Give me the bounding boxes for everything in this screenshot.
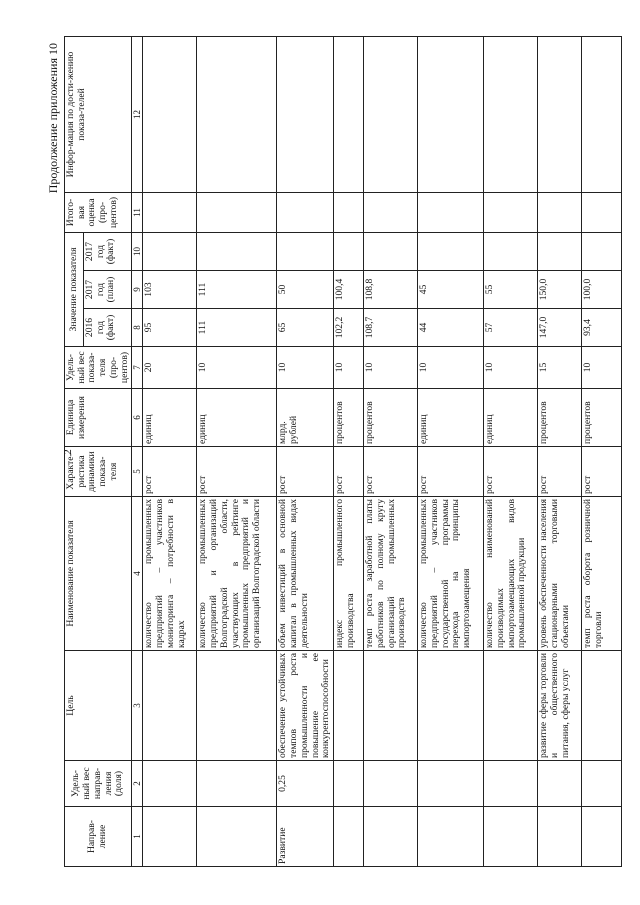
cell-info: [364, 36, 418, 192]
cell-goal: [334, 651, 364, 761]
cell-direction: [364, 807, 418, 867]
cell-score: [143, 192, 197, 232]
cell-indicator-weight: 10: [197, 347, 277, 389]
cell-info: [418, 36, 484, 192]
cell-indicator: количество промышленных предприятий и организаций Волгоградской области, участвующих в рейтинге промышленных предприятий и организаций Волгоградской области: [197, 497, 277, 651]
header-weight-indicator: Удель-ный вес показа-теля (про-центов): [65, 347, 132, 389]
cell-unit: единиц: [484, 389, 538, 447]
cell-dynamics: рост: [143, 447, 197, 497]
col-number: 1: [132, 807, 143, 867]
cell-2017-plan: 111: [197, 271, 277, 309]
header-row: [65, 36, 84, 866]
col-number: 8: [132, 309, 143, 347]
cell-score: [418, 192, 484, 232]
header-dynamics: Характе-ристика динамики показа-теля: [65, 447, 132, 497]
header-2017-fact: 2017 год (факт): [83, 232, 132, 270]
cell-unit: единиц: [418, 389, 484, 447]
cell-weight: [364, 761, 418, 807]
cell-2017-fact: [538, 232, 582, 270]
cell-indicator: индекс промышленного производства: [334, 497, 364, 651]
cell-unit: процентов: [364, 389, 418, 447]
cell-goal: развитие сферы торговли и общественного питания, сферы услуг: [538, 651, 582, 761]
cell-dynamics: рост: [538, 447, 582, 497]
cell-goal: [197, 651, 277, 761]
cell-score: [364, 192, 418, 232]
cell-dynamics: рост: [197, 447, 277, 497]
indicators-table: [64, 36, 622, 867]
cell-info: [484, 36, 538, 192]
header-weight-direction: Удель-ный вес направ-ления (доля): [65, 761, 132, 807]
cell-goal: обеспечение устойчивых темпов роста промышленности и повышение ее конкурентоспособности: [277, 651, 334, 761]
cell-unit: процентов: [334, 389, 364, 447]
cell-2017-fact: [364, 232, 418, 270]
table-row: [334, 36, 364, 866]
cell-direction: [484, 807, 538, 867]
col-number: 2: [132, 761, 143, 807]
table-row: [277, 36, 334, 866]
cell-weight: [143, 761, 197, 807]
cell-weight: [334, 761, 364, 807]
cell-2017-plan: 108,8: [364, 271, 418, 309]
col-number: 3: [132, 651, 143, 761]
header-2016: 2016 год (факт): [83, 309, 132, 347]
cell-indicator: темп роста заработной платы работников по полному кругу организаций промышленных производств: [364, 497, 418, 651]
page-number: 2: [62, 449, 74, 455]
cell-2017-plan: 103: [143, 271, 197, 309]
cell-score: [484, 192, 538, 232]
table-row: [582, 36, 622, 866]
col-number: 12: [132, 36, 143, 192]
cell-2017-plan: 100,4: [334, 271, 364, 309]
cell-goal: [582, 651, 622, 761]
cell-unit: единиц: [143, 389, 197, 447]
cell-2017-plan: 45: [418, 271, 484, 309]
cell-indicator: объем инвестиций в основной капитал в промышленных видах деятельности: [277, 497, 334, 651]
col-number: 5: [132, 447, 143, 497]
cell-dynamics: рост: [582, 447, 622, 497]
cell-dynamics: рост: [334, 447, 364, 497]
cell-indicator-weight: 10: [364, 347, 418, 389]
cell-direction: [197, 807, 277, 867]
cell-2017-plan: 55: [484, 271, 538, 309]
cell-weight: [418, 761, 484, 807]
cell-2017-plan: 100,0: [582, 271, 622, 309]
cell-2017-plan: 50: [277, 271, 334, 309]
cell-indicator-weight: 10: [418, 347, 484, 389]
cell-direction: [418, 807, 484, 867]
table-row: [418, 36, 484, 866]
cell-weight: [484, 761, 538, 807]
cell-2017-fact: [334, 232, 364, 270]
table-row: [538, 36, 582, 866]
cell-score: [197, 192, 277, 232]
cell-score: [582, 192, 622, 232]
cell-weight: [582, 761, 622, 807]
cell-dynamics: рост: [484, 447, 538, 497]
header-score: Итого-вая оценка (про-центов): [65, 192, 132, 232]
cell-unit: процентов: [538, 389, 582, 447]
header-direction: Направ-ление: [65, 807, 132, 867]
cell-indicator: уровень обеспеченности населения стационарными торговыми объектами: [538, 497, 582, 651]
cell-unit: млрд. рублей: [277, 389, 334, 447]
cell-indicator-weight: 10: [277, 347, 334, 389]
cell-2016: 147,0: [538, 309, 582, 347]
continued-caption: Продолжение приложения 10: [46, 43, 60, 194]
cell-2017-fact: [277, 232, 334, 270]
header-unit: Единица измерения: [65, 389, 132, 447]
cell-2017-fact: [484, 232, 538, 270]
cell-2016: 44: [418, 309, 484, 347]
cell-2017-fact: [197, 232, 277, 270]
col-number: 7: [132, 347, 143, 389]
cell-indicator: количество наименований производимых импортозамещающих видов промышленной продукции: [484, 497, 538, 651]
table-row: [484, 36, 538, 866]
cell-goal: [364, 651, 418, 761]
col-number: 4: [132, 497, 143, 651]
cell-2017-fact: [418, 232, 484, 270]
cell-dynamics: рост: [277, 447, 334, 497]
cell-2016: 93,4: [582, 309, 622, 347]
cell-weight: [197, 761, 277, 807]
cell-indicator: количество промышленных предприятий – участников государственной программы перехода на принципы импортозамещения: [418, 497, 484, 651]
cell-direction: [334, 807, 364, 867]
cell-indicator-weight: 20: [143, 347, 197, 389]
cell-dynamics: рост: [418, 447, 484, 497]
cell-weight: 0,25: [277, 761, 334, 807]
column-numbers-row: [132, 36, 143, 866]
cell-unit: единиц: [197, 389, 277, 447]
table-row: [364, 36, 418, 866]
cell-dynamics: рост: [364, 447, 418, 497]
cell-2016: 57: [484, 309, 538, 347]
cell-direction: [143, 807, 197, 867]
col-number: 11: [132, 192, 143, 232]
cell-2017-fact: [582, 232, 622, 270]
cell-2016: 108,7: [364, 309, 418, 347]
cell-direction: [538, 807, 582, 867]
cell-2017-plan: 150,0: [538, 271, 582, 309]
cell-info: [143, 36, 197, 192]
cell-2017-fact: [143, 232, 197, 270]
col-number: 10: [132, 232, 143, 270]
cell-2016: 111: [197, 309, 277, 347]
cell-info: [277, 36, 334, 192]
header-values-group: Значение показателя: [65, 232, 84, 346]
cell-goal: [418, 651, 484, 761]
cell-indicator-weight: 10: [484, 347, 538, 389]
header-indicator: Наименование показателя: [65, 497, 132, 651]
cell-score: [277, 192, 334, 232]
col-number: 9: [132, 271, 143, 309]
header-goal: Цель: [65, 651, 132, 761]
cell-2016: 102,2: [334, 309, 364, 347]
cell-indicator: количество промышленных предприятий – участников мониторинга – потребности в кадрах: [143, 497, 197, 651]
table-row: [143, 36, 197, 866]
cell-indicator-weight: 10: [582, 347, 622, 389]
table-row: [197, 36, 277, 866]
cell-indicator-weight: 10: [334, 347, 364, 389]
col-number: 6: [132, 389, 143, 447]
cell-2016: 95: [143, 309, 197, 347]
cell-goal: [143, 651, 197, 761]
cell-info: [538, 36, 582, 192]
cell-unit: процентов: [582, 389, 622, 447]
cell-weight: [538, 761, 582, 807]
cell-info: [197, 36, 277, 192]
cell-indicator: темп роста оборота розничной торговли: [582, 497, 622, 651]
cell-info: [334, 36, 364, 192]
header-info: Инфор-мация по дости-жению показа-телей: [65, 36, 132, 192]
cell-info: [582, 36, 622, 192]
cell-indicator-weight: 15: [538, 347, 582, 389]
cell-direction: [582, 807, 622, 867]
cell-direction: Развитие: [277, 807, 334, 867]
cell-score: [538, 192, 582, 232]
header-2017-plan: 2017 год (план): [83, 271, 132, 309]
cell-2016: 65: [277, 309, 334, 347]
cell-score: [334, 192, 364, 232]
rotated-page: [40, 37, 604, 867]
cell-goal: [484, 651, 538, 761]
